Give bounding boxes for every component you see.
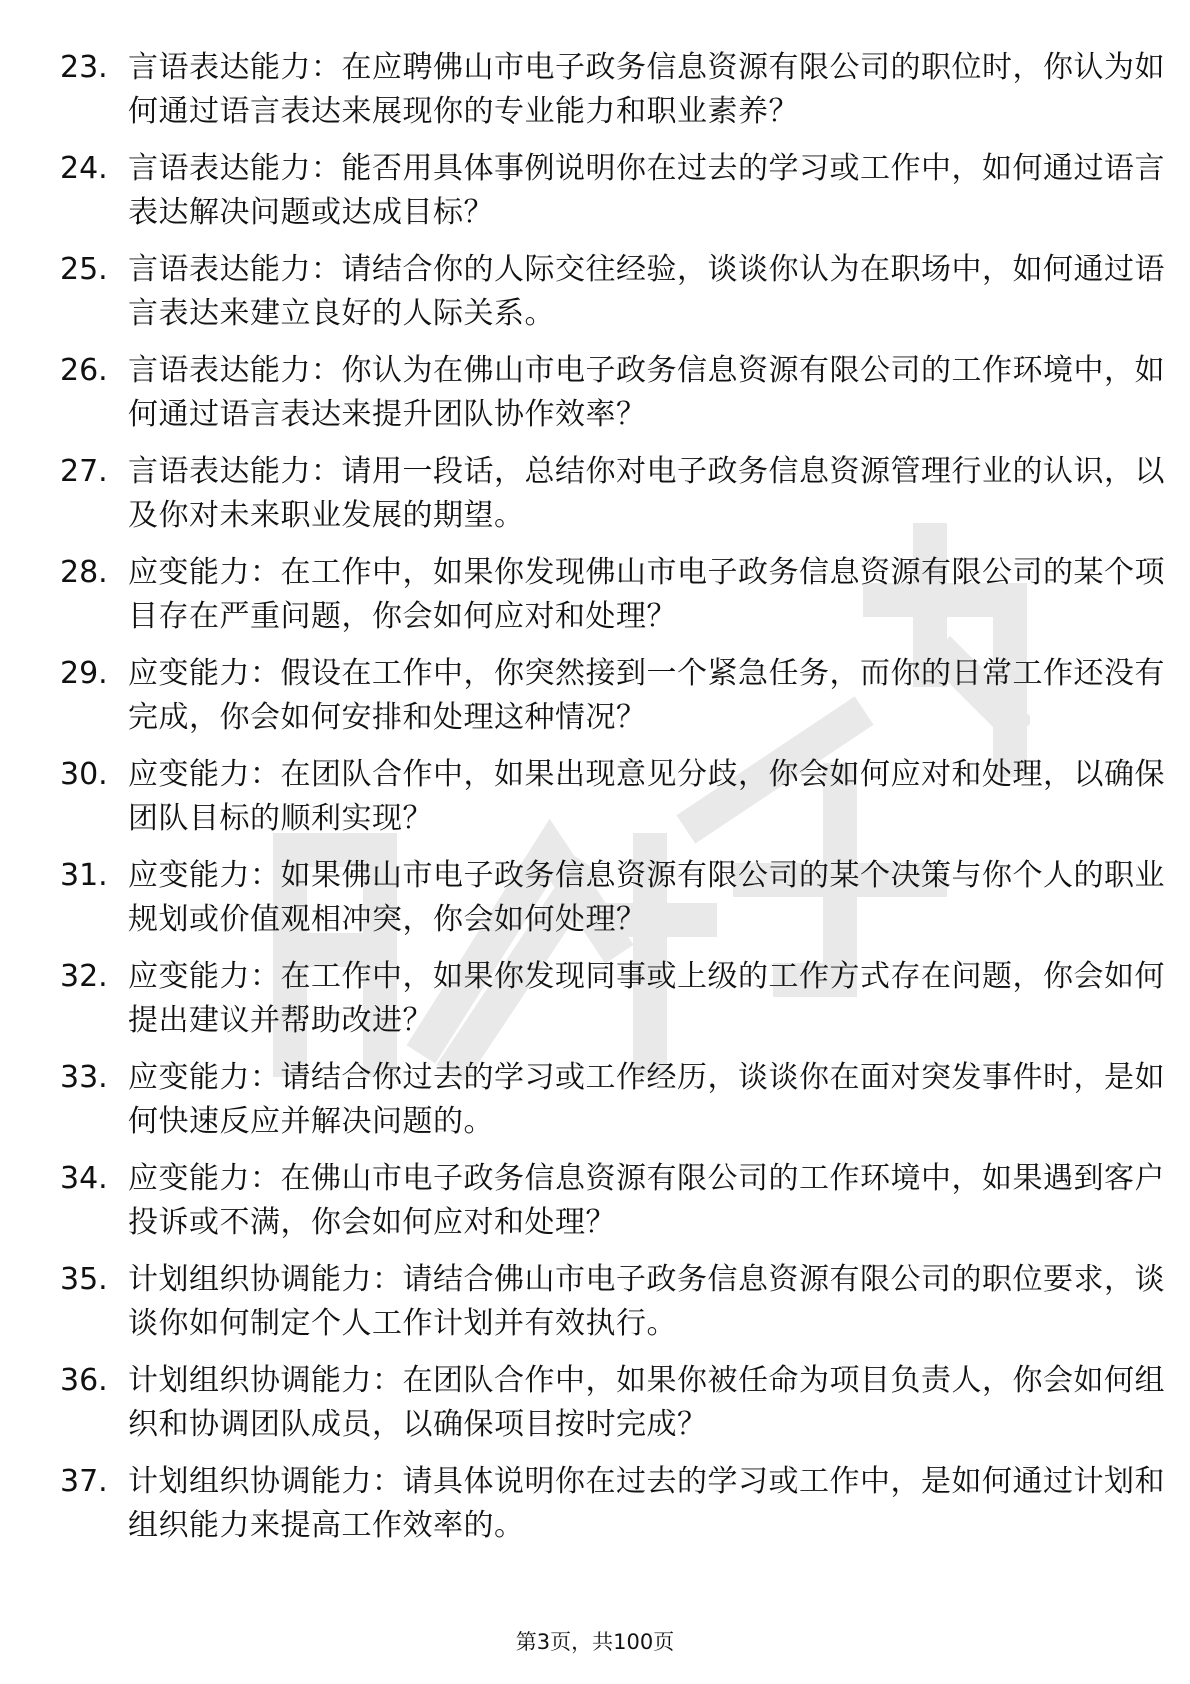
question-item [60,652,1165,753]
question-item [60,1056,1165,1157]
question-item [60,753,1165,854]
question-number: 26. [60,353,108,388]
question-item [60,147,1165,248]
question-text: 应变能力：在佛山市电子政务信息资源有限公司的工作环境中，如果遇到客户投诉或不满，你会如何应对和处理？ [128,1161,1165,1240]
question-item [60,854,1165,955]
question-number: 24. [60,151,108,186]
question-text: 应变能力：在工作中，如果你发现同事或上级的工作方式存在问题，你会如何提出建议并帮助改进？ [128,959,1165,1038]
question-item [60,1157,1165,1258]
question-item [60,349,1165,450]
question-text: 计划组织协调能力：在团队合作中，如果你被任命为项目负责人，你会如何组织和协调团队成员，以确保项目按时完成？ [128,1363,1165,1442]
question-text: 言语表达能力：请用一段话，总结你对电子政务信息资源管理行业的认识，以及你对未来职业发展的期望。 [128,454,1165,533]
question-item [60,248,1165,349]
question-number: 27. [60,454,108,489]
question-text: 言语表达能力：能否用具体事例说明你在过去的学习或工作中，如何通过语言表达解决问题或达成目标？ [128,151,1165,230]
question-number: 36. [60,1363,108,1398]
question-text: 计划组织协调能力：请具体说明你在过去的学习或工作中，是如何通过计划和组织能力来提高工作效率的。 [128,1464,1165,1543]
question-number: 31. [60,858,108,893]
question-number: 30. [60,757,108,792]
question-text: 应变能力：在团队合作中，如果出现意见分歧，你会如何应对和处理，以确保团队目标的顺利实现？ [128,757,1165,836]
question-number: 23. [60,50,108,85]
question-text: 应变能力：请结合你过去的学习或工作经历，谈谈你在面对突发事件时，是如何快速反应并解决问题的。 [128,1060,1165,1139]
question-text: 应变能力：如果佛山市电子政务信息资源有限公司的某个决策与你个人的职业规划或价值观相冲突，你会如何处理？ [128,858,1165,937]
question-item [60,46,1165,147]
question-number: 29. [60,656,108,691]
question-text: 言语表达能力：请结合你的人际交往经验，谈谈你认为在职场中，如何通过语言表达来建立良好的人际关系。 [128,252,1165,331]
question-number: 32. [60,959,108,994]
question-text: 计划组织协调能力：请结合佛山市电子政务信息资源有限公司的职位要求，谈谈你如何制定个人工作计划并有效执行。 [128,1262,1165,1341]
question-item [60,955,1165,1056]
question-item [60,1258,1165,1359]
question-text: 应变能力：在工作中，如果你发现佛山市电子政务信息资源有限公司的某个项目存在严重问题，你会如何应对和处理？ [128,555,1165,634]
question-item [60,551,1165,652]
question-text: 言语表达能力：在应聘佛山市电子政务信息资源有限公司的职位时，你认为如何通过语言表达来展现你的专业能力和职业素养？ [128,50,1165,129]
question-item [60,450,1165,551]
question-number: 33. [60,1060,108,1095]
page-footer: 第3页，共100页 [515,1630,675,1654]
question-item [60,1359,1165,1460]
question-number: 28. [60,555,108,590]
question-text: 应变能力：假设在工作中，你突然接到一个紧急任务，而你的日常工作还没有完成，你会如何安排和处理这种情况？ [128,656,1165,735]
question-number: 35. [60,1262,108,1297]
question-number: 25. [60,252,108,287]
question-text: 言语表达能力：你认为在佛山市电子政务信息资源有限公司的工作环境中，如何通过语言表达来提升团队协作效率？ [128,353,1165,432]
question-number: 34. [60,1161,108,1196]
question-list [60,46,1165,1561]
question-number: 37. [60,1464,108,1499]
question-item [60,1460,1165,1561]
